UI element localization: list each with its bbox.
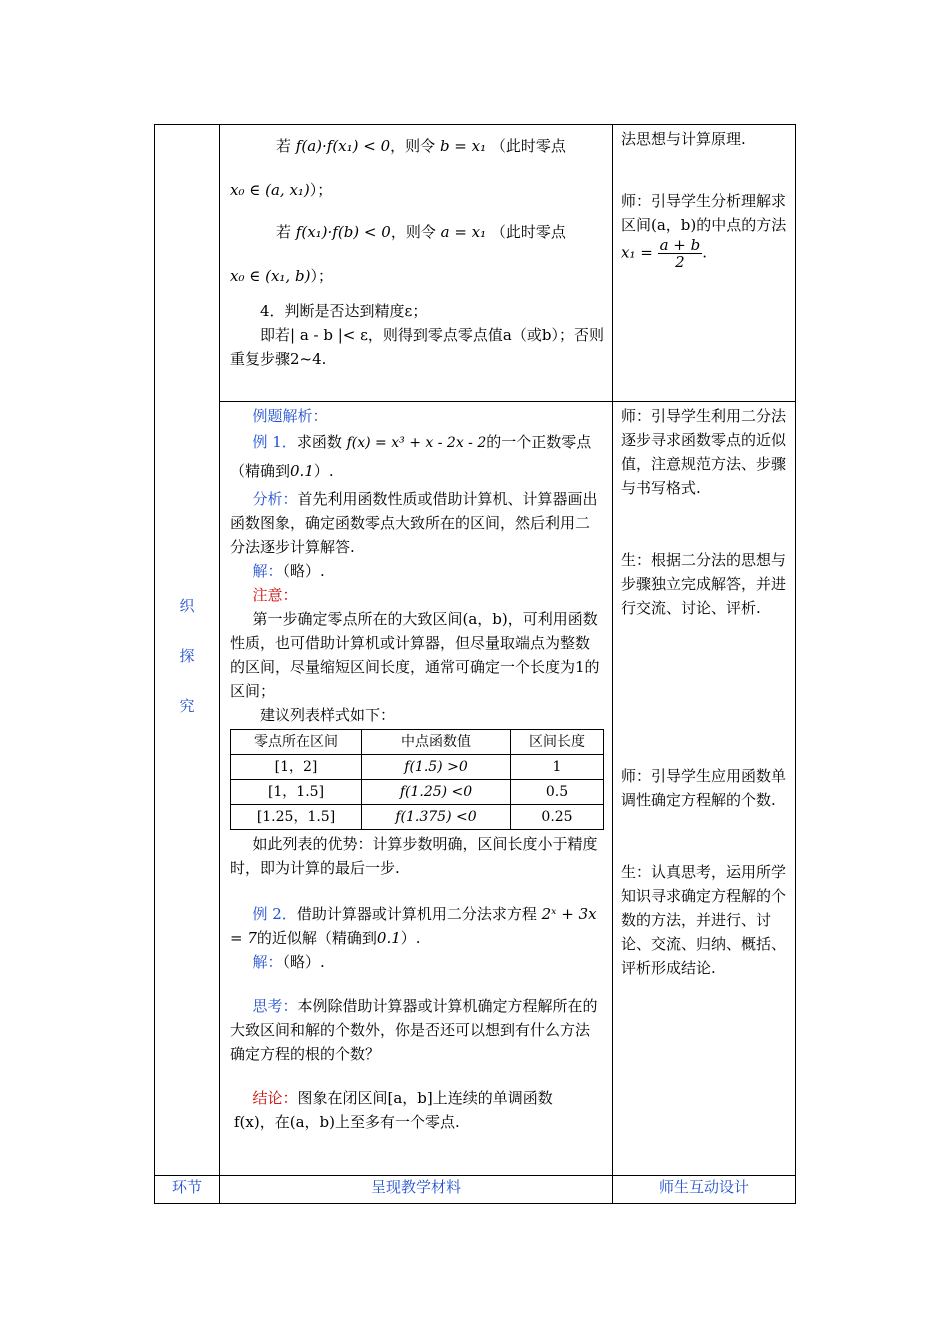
case2-condition: f(x₁)·f(b) < 0 xyxy=(295,223,391,241)
student-activity-2: 生：认真思考，运用所学知识寻求确定方程解的个数的方法，并进行、讨论、交流、归纳、概括、评析形成结论. xyxy=(621,863,787,977)
footer-stage: 环节 xyxy=(155,1176,220,1204)
note-label: 注意： xyxy=(252,586,298,604)
method-text: 法思想与计算原理. xyxy=(621,130,746,148)
note-text: 第一步确定零点所在的大致区间(a，b)，可利用函数性质，也可借助计算机或计算器，但尽量取端点为整数的区间，尽量缩短区间长度，通常可确定一个长度为1的区间； xyxy=(230,610,600,700)
think: 思考：本例除借助计算器或计算机确定方程解所在的大致区间和解的个数外，你是否还可以想到有什么方法确定方程的根的个数？ xyxy=(230,997,598,1063)
case2-line: 若 f(x₁)·f(b) < 0，则令 a = x₁ （此时零点 xyxy=(276,223,566,241)
footer-interaction: 师生互动设计 xyxy=(613,1176,796,1204)
right-bottom-cell xyxy=(613,402,796,1176)
midpoint-fraction: $\frac{a + b}{2}$ xyxy=(659,236,701,271)
table-intro: 建议列表样式如下： xyxy=(260,706,396,724)
solution1: 解：（略）. xyxy=(252,562,325,580)
case1-assign: b = x₁ xyxy=(439,137,487,155)
stage-cell xyxy=(155,125,220,1176)
table-row: [1，1.5] f(1.25) <0 0.5 xyxy=(231,780,604,805)
step4-detail: 即若| a - b |< ε，则得到零点零点值a（或b）；否则重复步骤2~4. xyxy=(230,326,604,368)
case2-assign: a = x₁ xyxy=(440,223,487,241)
teacher-guide-1: 师：引导学生利用二分法逐步寻求函数零点的近似值，注意规范方法、步骤与书写格式. xyxy=(621,407,787,497)
bisection-table xyxy=(230,729,604,830)
example2-equation: 2ˣ + 3x = 7 xyxy=(230,905,597,947)
conclusion: 结论：图象在闭区间[a，b]上连续的单调函数 xyxy=(252,1089,553,1107)
case2-interval: x₀ ∈ (x₁, b) xyxy=(230,267,311,285)
footer-materials: 呈现教学材料 xyxy=(220,1176,613,1204)
examples-cell xyxy=(220,402,613,1176)
stage-char-3: 究 xyxy=(179,697,195,715)
example1: 例 1．求函数 f(x) = x³ + x - 2x - 2的一个正数零点（精确到0.1）. xyxy=(230,433,592,480)
examples-heading: 例题解析： xyxy=(252,407,328,425)
solution2: 解：（略）. xyxy=(252,953,325,971)
stage-label xyxy=(155,125,219,731)
case2-interval-line: x₀ ∈ (x₁, b)）； xyxy=(230,267,333,285)
analysis: 分析：首先利用函数性质或借助计算机、计算器画出函数图象，确定函数零点大致所在的区间，然后利用二分法逐步计算解答. xyxy=(230,490,598,556)
teacher-guide-midpoint: 师：引导学生分析理解求区间(a，b)的中点的方法 x₁ = $\frac{a + b}{2}$ . xyxy=(621,192,787,271)
table-advantage: 如此列表的优势：计算步数明确，区间长度小于精度时，即为计算的最后一步. xyxy=(230,835,598,877)
case1-line: 若 f(a)·f(x₁) < 0，则令 b = x₁ （此时零点 xyxy=(276,137,566,155)
teacher-guide-2: 师：引导学生应用函数单调性确定方程解的个数. xyxy=(621,767,787,809)
table-row: [1，2] f(1.5) >0 1 xyxy=(231,755,604,780)
step4: 4．判断是否达到精度ε； xyxy=(260,302,428,320)
table-header-row: 零点所在区间 中点函数值 区间长度 xyxy=(231,730,604,755)
stage-char-2: 探 xyxy=(179,647,195,665)
stage-char-1: 织 xyxy=(179,597,195,615)
case1-condition: f(a)·f(x₁) < 0 xyxy=(295,137,391,155)
footer-row xyxy=(155,1176,796,1204)
example1-function: f(x) = x³ + x - 2x - 2 xyxy=(346,435,487,451)
right-top-cell xyxy=(613,125,796,402)
lesson-table xyxy=(154,124,796,1204)
case1-interval-line: x₀ ∈ (a, x₁)）； xyxy=(230,181,333,199)
case1-interval: x₀ ∈ (a, x₁) xyxy=(230,181,310,199)
steps-cell xyxy=(220,125,613,402)
conclusion-cont: f(x)，在(a，b)上至多有一个零点. xyxy=(234,1113,460,1131)
table-row: [1.25，1.5] f(1.375) <0 0.25 xyxy=(231,805,604,830)
example2: 例 2．借助计算器或计算机用二分法求方程 2ˣ + 3x = 7的近似解（精确到0.1）. xyxy=(230,905,597,947)
student-activity-1: 生：根据二分法的思想与步骤独立完成解答，并进行交流、讨论、评析. xyxy=(621,551,787,617)
